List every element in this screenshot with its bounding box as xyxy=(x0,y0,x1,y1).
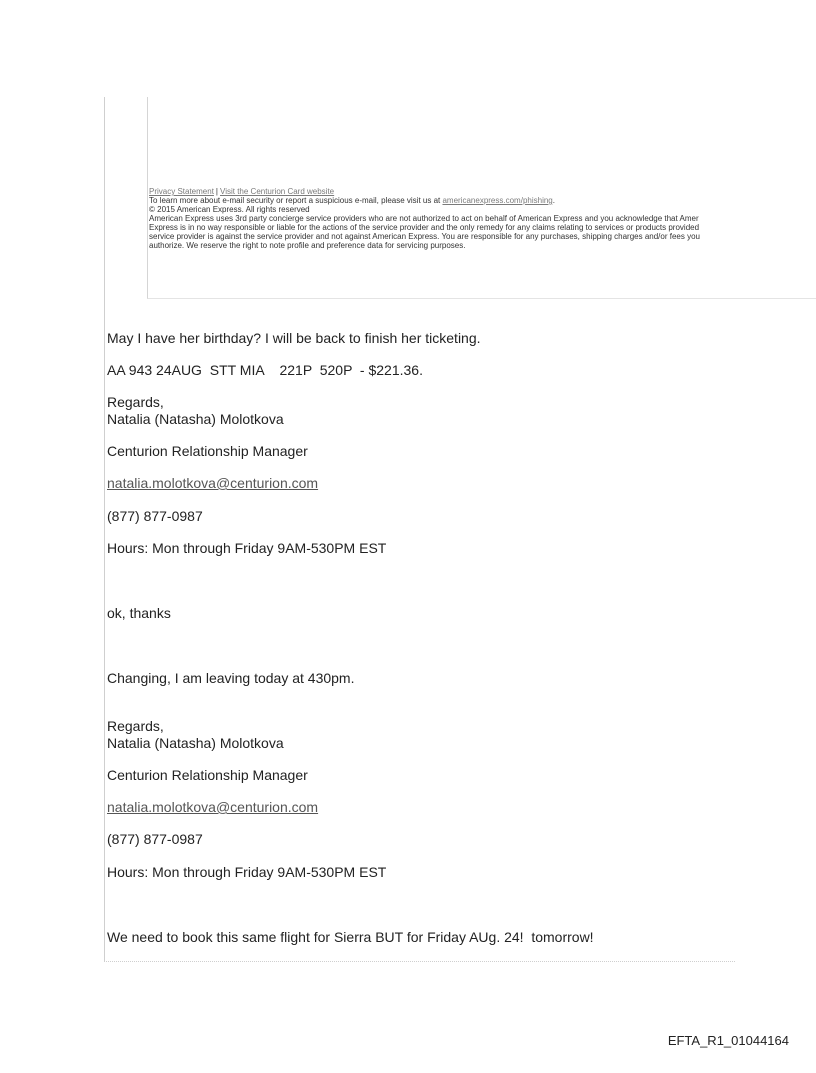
signature-title: Centurion Relationship Manager xyxy=(107,443,308,459)
signature-title: Centurion Relationship Manager xyxy=(107,767,308,783)
phishing-link[interactable]: americanexpress.com/phishing xyxy=(442,196,553,205)
signature-hours: Hours: Mon through Friday 9AM-530PM EST xyxy=(107,540,387,556)
link-separator: | xyxy=(215,187,218,196)
signature-name: Natalia (Natasha) Molotkova xyxy=(107,735,284,751)
document-id: EFTA_R1_01044164 xyxy=(667,1033,789,1048)
disclaimer-line: Express is in no way responsible or liable for the actions of the service provider and the only remedy for any claims relating to services or products provided xyxy=(149,223,700,232)
signature-regards: Regards, xyxy=(107,394,164,410)
signature-regards: Regards, xyxy=(107,718,164,734)
signature-email-link[interactable]: natalia.molotkova@centurion.com xyxy=(107,475,319,491)
disclaimer-line: authorize. We reserve the right to note profile and preference data for servicing purposes. xyxy=(149,241,466,250)
signature-hours: Hours: Mon through Friday 9AM-530PM EST xyxy=(107,864,387,880)
centurion-website-link[interactable]: Visit the Centurion Card website xyxy=(220,187,335,196)
flight-info-text: AA 943 24AUG STT MIA 221P 520P - $221.36. xyxy=(107,362,423,378)
changing-note-text: Changing, I am leaving today at 430pm. xyxy=(107,670,355,686)
security-notice-text: To learn more about e-mail security or report a suspicious e-mail, please visit us at xyxy=(149,196,441,205)
signature-phone: (877) 877-0987 xyxy=(107,508,203,524)
amex-footer-block xyxy=(149,187,816,250)
signature-email-link[interactable]: natalia.molotkova@centurion.com xyxy=(107,799,319,815)
copyright-text: © 2015 American Express. All rights reserved xyxy=(149,205,310,214)
security-notice-row: To learn more about e-mail security or report a suspicious e-mail, please visit us at americanexpress.com/phishing. xyxy=(149,196,555,205)
privacy-statement-link[interactable]: Privacy Statement xyxy=(149,187,214,196)
signature-phone: (877) 877-0987 xyxy=(107,831,203,847)
disclaimer-line: American Express uses 3rd party concierge service providers who are not authorized to act on behalf of American Express and you acknowledge that Amer xyxy=(149,214,699,223)
ok-reply-text: ok, thanks xyxy=(107,605,171,621)
disclaimer-line: service provider is against the service provider and not against American Express. You are responsible for any purchases, shipping charges and/or fees you xyxy=(149,232,700,241)
book-request-text: We need to book this same flight for Sierra BUT for Friday AUg. 24! tomorrow! xyxy=(107,929,594,945)
signature-name: Natalia (Natasha) Molotkova xyxy=(107,411,284,427)
birthday-request-text: May I have her birthday? I will be back to finish her ticketing. xyxy=(107,330,481,346)
footer-links-row xyxy=(149,187,816,196)
